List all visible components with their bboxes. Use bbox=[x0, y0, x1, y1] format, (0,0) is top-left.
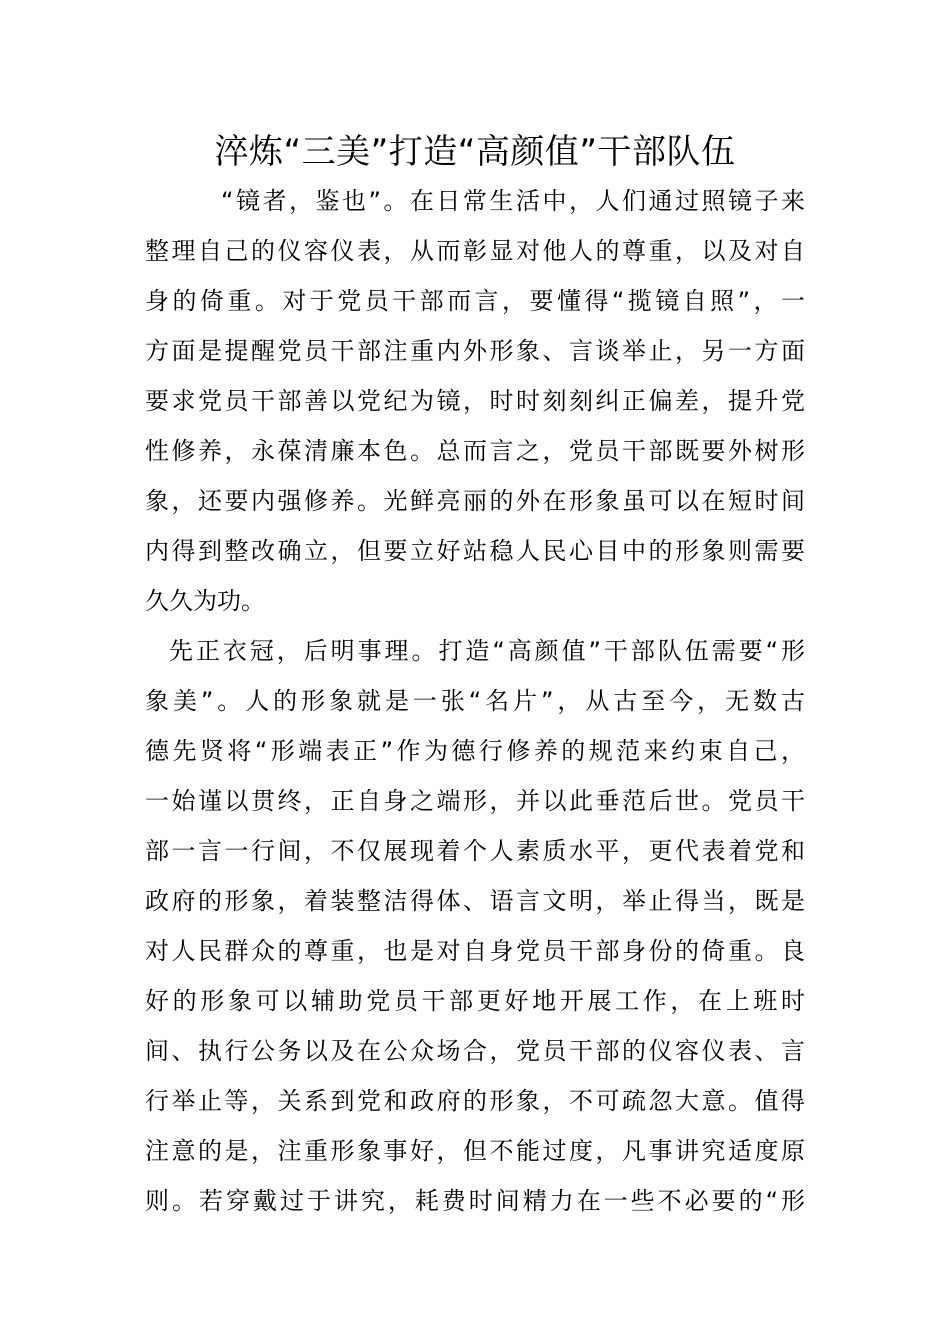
paragraph-line: 政府的形象，着装整洁得体、语言文明，举止得当，既是 bbox=[145, 887, 805, 915]
paragraph-line: 则。若穿戴过于讲究，耗费时间精力在一些不必要的“形 bbox=[145, 1187, 805, 1215]
paragraph-line: 象美”。人的形象就是一张“名片”，从古至今，无数古 bbox=[145, 687, 805, 715]
paragraph-line: 好的形象可以辅助党员干部更好地开展工作，在上班时 bbox=[145, 987, 805, 1015]
paragraph-line: 间、执行公务以及在公众场合，党员干部的仪容仪表、言 bbox=[145, 1037, 805, 1065]
paragraph-line: 身的倚重。对于党员干部而言，要懂得“揽镜自照”，一 bbox=[145, 287, 805, 315]
paragraph-line: “镜者，鉴也”。在日常生活中，人们通过照镜子来 bbox=[221, 187, 805, 215]
paragraph-line: 久久为功。 bbox=[145, 587, 265, 615]
paragraph-line: 部一言一行间，不仅展现着个人素质水平，更代表着党和 bbox=[145, 837, 805, 865]
document-title: 淬炼“三美”打造“高颜值”干部队伍 bbox=[214, 132, 736, 172]
paragraph-line: 整理自己的仪容仪表，从而彰显对他人的尊重，以及对自 bbox=[145, 237, 805, 265]
paragraph-line: 对人民群众的尊重，也是对自身党员干部身份的倚重。良 bbox=[145, 937, 805, 965]
paragraph-line: 德先贤将“形端表正”作为德行修养的规范来约束自己， bbox=[145, 737, 805, 765]
paragraph-line: 性修养，永葆清廉本色。总而言之，党员干部既要外树形 bbox=[145, 437, 805, 465]
paragraph-line: 方面是提醒党员干部注重内外形象、言谈举止，另一方面 bbox=[145, 337, 805, 365]
paragraph-1 bbox=[145, 176, 805, 626]
paragraph-2 bbox=[145, 626, 805, 1226]
paragraph-line: 一始谨以贯终，正自身之端形，并以此垂范后世。党员干 bbox=[145, 787, 805, 815]
paragraph-line: 内得到整改确立，但要立好站稳人民心目中的形象则需要 bbox=[145, 537, 805, 565]
paragraph-line: 行举止等，关系到党和政府的形象，不可疏忽大意。值得 bbox=[145, 1087, 805, 1115]
document-body bbox=[145, 176, 805, 1226]
paragraph-line: 先正衣冠，后明事理。打造“高颜值”干部队伍需要“形 bbox=[169, 637, 805, 665]
paragraph-line: 象，还要内强修养。光鲜亮丽的外在形象虽可以在短时间 bbox=[145, 487, 805, 515]
paragraph-line: 注意的是，注重形象事好，但不能过度，凡事讲究适度原 bbox=[145, 1137, 805, 1165]
paragraph-line: 要求党员干部善以党纪为镜，时时刻刻纠正偏差，提升党 bbox=[145, 387, 805, 415]
